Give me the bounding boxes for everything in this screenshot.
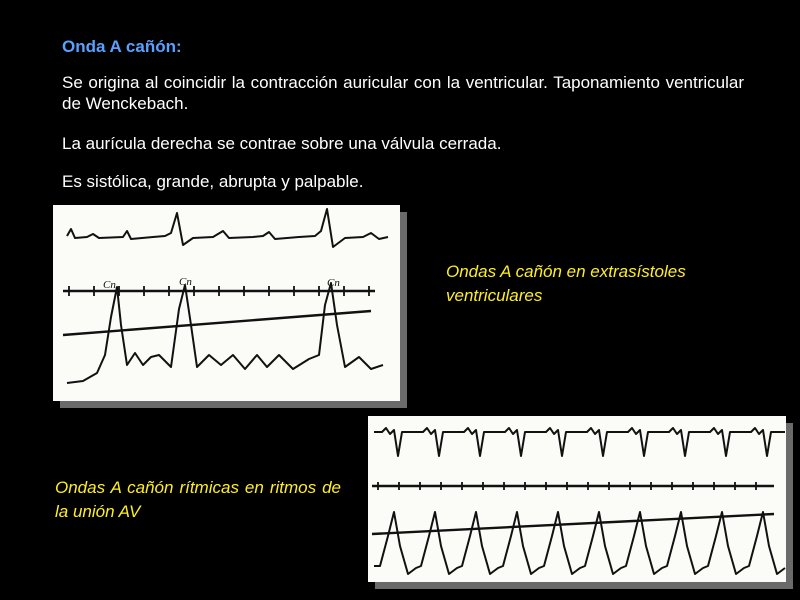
jvp-trace-bottom bbox=[374, 512, 785, 574]
caption-junctional: Ondas A cañón rítmicas en ritmos de la unión AV bbox=[55, 478, 341, 521]
tracing-extrasystoles bbox=[53, 205, 400, 401]
jvp-trace-top bbox=[67, 283, 383, 383]
ecg-trace-top bbox=[67, 209, 388, 247]
caption-extrasystoles: Ondas A cañón en extrasístoles ventriculares bbox=[446, 262, 686, 305]
slide-heading: Onda A cañón: bbox=[62, 37, 182, 56]
paragraph-features: Es sistólica, grande, abrupta y palpable. bbox=[62, 172, 364, 191]
ecg-trace-bottom bbox=[374, 428, 785, 456]
paragraph-origin: Se origina al coincidir la contracción auricular con la ventricular. Taponamiento ventricular de Wenckebach. bbox=[62, 73, 744, 113]
figure-junctional bbox=[368, 416, 786, 582]
figure-extrasystoles bbox=[53, 205, 400, 401]
cannon-label-1: Cn bbox=[103, 279, 116, 291]
paragraph-atrium: La aurícula derecha se contrae sobre una válvula cerrada. bbox=[62, 134, 502, 153]
cannon-label-2: Cn bbox=[179, 276, 192, 288]
cannon-label-3: Cn bbox=[327, 277, 340, 289]
tracing-junctional bbox=[368, 416, 786, 582]
